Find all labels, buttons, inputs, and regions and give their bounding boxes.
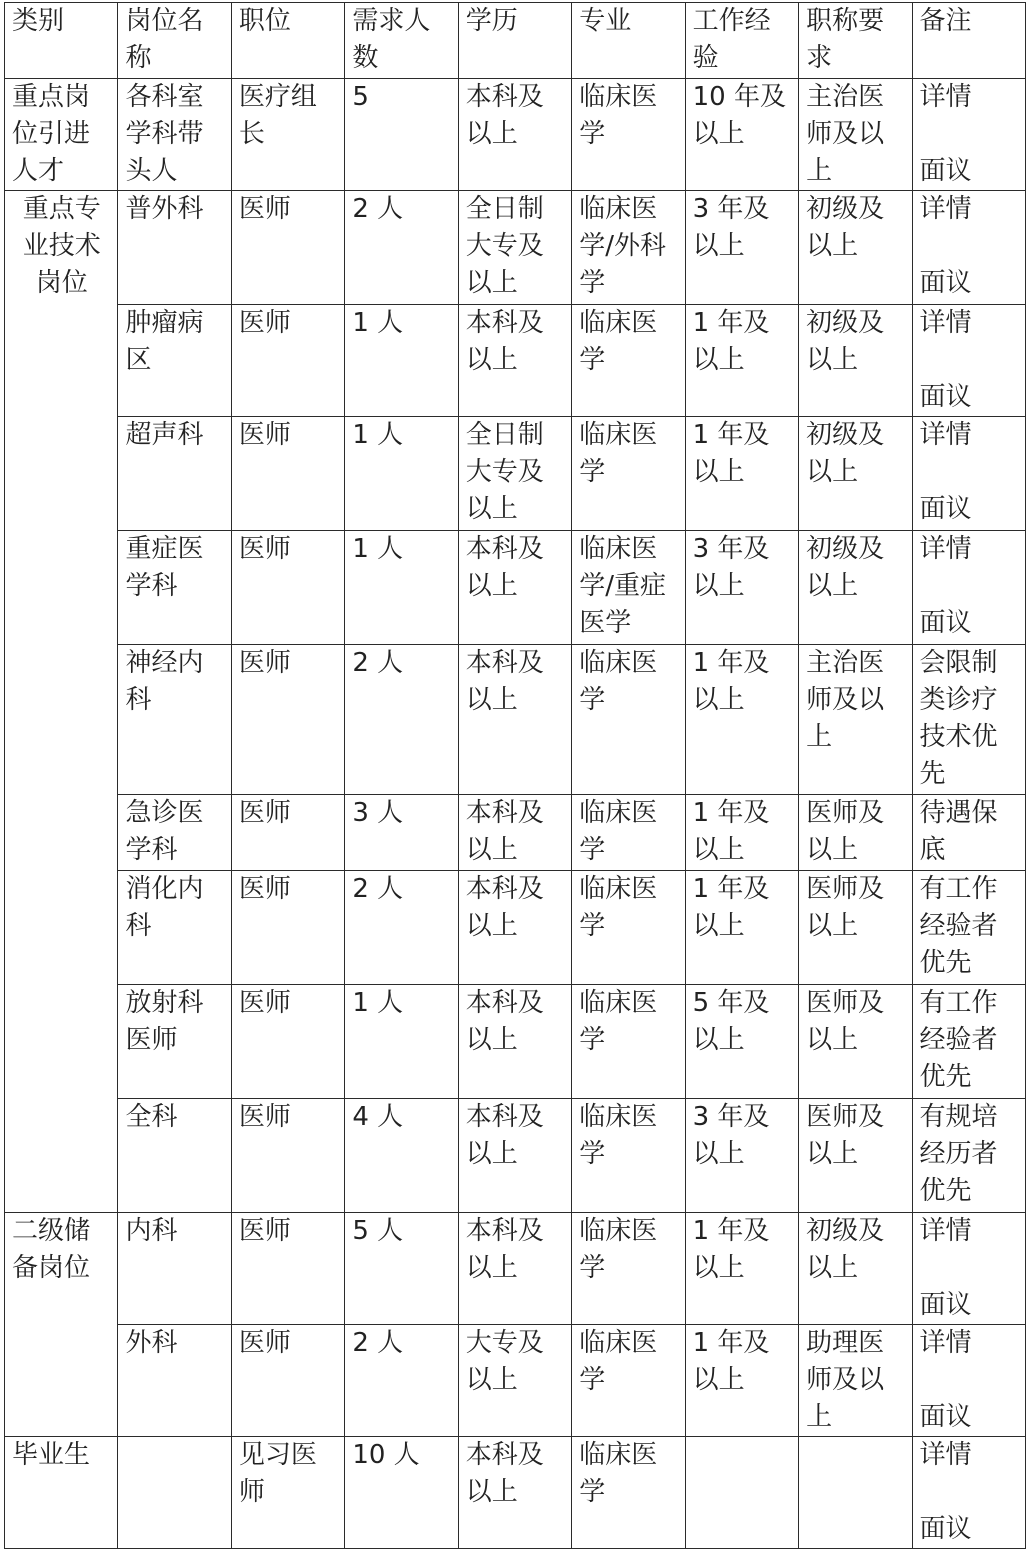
post-cell: 重症医学科 <box>118 531 231 645</box>
note-text-bottom: 面议 <box>919 268 972 298</box>
table-row <box>5 191 1026 305</box>
post-cell <box>118 1437 231 1549</box>
education-cell: 本科及以上 <box>458 1213 571 1325</box>
note-gap <box>920 228 1020 265</box>
experience-cell: 10 年及以上 <box>685 79 798 191</box>
header-cell-post: 岗位名称 <box>118 3 231 79</box>
rank-cell: 主治医师及以上 <box>799 645 912 795</box>
post-cell: 消化内科 <box>118 871 231 985</box>
note-text-top: 详情 <box>919 1216 972 1246</box>
major-cell: 临床医学 <box>572 985 685 1099</box>
rank-cell: 初级及以上 <box>799 305 912 417</box>
rank-cell: 初级及以上 <box>799 531 912 645</box>
title-cell: 见习医师 <box>231 1437 344 1549</box>
major-cell: 临床医学/外科学 <box>572 191 685 305</box>
rank-cell: 医师及以上 <box>799 1099 912 1213</box>
note-gap <box>920 1362 1020 1399</box>
rank-cell: 初级及以上 <box>799 1213 912 1325</box>
table-row <box>5 1437 1026 1549</box>
major-cell: 临床医学 <box>572 417 685 531</box>
note-cell: 有规培经历者优先 <box>912 1099 1026 1213</box>
note-cell <box>912 1437 1026 1549</box>
note-cell <box>912 191 1026 305</box>
rank-cell: 助理医师及以上 <box>799 1325 912 1437</box>
table-row <box>5 79 1026 191</box>
note-text-bottom: 面议 <box>919 608 972 638</box>
category-cell: 重点专业技术岗位 <box>5 191 118 1213</box>
education-cell: 全日制大专及以上 <box>458 417 571 531</box>
major-cell: 临床医学 <box>572 79 685 191</box>
major-cell: 临床医学/重症医学 <box>572 531 685 645</box>
note-text-top: 详情 <box>919 82 972 112</box>
note-text-bottom: 面议 <box>919 1514 972 1544</box>
header-cell-category: 类别 <box>5 3 118 79</box>
post-cell: 全科 <box>118 1099 231 1213</box>
experience-cell: 5 年及以上 <box>685 985 798 1099</box>
header-cell-education: 学历 <box>458 3 571 79</box>
count-cell: 3 人 <box>345 795 458 871</box>
header-cell-experience: 工作经验 <box>685 3 798 79</box>
education-cell: 本科及以上 <box>458 795 571 871</box>
count-cell: 1 人 <box>345 531 458 645</box>
experience-cell: 1 年及以上 <box>685 417 798 531</box>
note-text-top: 详情 <box>919 420 972 450</box>
note-cell <box>912 305 1026 417</box>
title-cell: 医师 <box>231 191 344 305</box>
title-cell: 医师 <box>231 1325 344 1437</box>
recruitment-table <box>4 2 1026 1549</box>
note-text-top: 详情 <box>919 194 972 224</box>
education-cell: 本科及以上 <box>458 871 571 985</box>
experience-cell <box>685 1437 798 1549</box>
note-cell: 有工作经验者优先 <box>912 985 1026 1099</box>
table-row <box>5 1099 1026 1213</box>
experience-cell: 1 年及以上 <box>685 871 798 985</box>
note-text-bottom: 面议 <box>919 382 972 412</box>
rank-cell: 初级及以上 <box>799 417 912 531</box>
table-row <box>5 417 1026 531</box>
rank-cell: 医师及以上 <box>799 985 912 1099</box>
note-text-top: 详情 <box>919 1328 972 1358</box>
count-cell: 1 人 <box>345 417 458 531</box>
header-cell-major: 专业 <box>572 3 685 79</box>
note-gap <box>920 342 1020 379</box>
table-row <box>5 871 1026 985</box>
header-cell-rank: 职称要求 <box>799 3 912 79</box>
title-cell: 医疗组长 <box>231 79 344 191</box>
note-cell: 待遇保底 <box>912 795 1026 871</box>
education-cell: 大专及以上 <box>458 1325 571 1437</box>
note-gap <box>920 568 1020 605</box>
table-row <box>5 531 1026 645</box>
count-cell: 1 人 <box>345 985 458 1099</box>
count-cell: 4 人 <box>345 1099 458 1213</box>
table-row <box>5 985 1026 1099</box>
count-cell: 2 人 <box>345 871 458 985</box>
note-text-top: 详情 <box>919 1440 972 1470</box>
header-cell-title: 职位 <box>231 3 344 79</box>
note-gap <box>920 1250 1020 1287</box>
title-cell: 医师 <box>231 1099 344 1213</box>
post-cell: 急诊医学科 <box>118 795 231 871</box>
education-cell: 全日制大专及以上 <box>458 191 571 305</box>
note-gap <box>920 116 1020 153</box>
table-row <box>5 305 1026 417</box>
major-cell: 临床医学 <box>572 1099 685 1213</box>
header-cell-count: 需求人数 <box>345 3 458 79</box>
education-cell: 本科及以上 <box>458 1099 571 1213</box>
note-text-bottom: 面议 <box>919 494 972 524</box>
category-cell: 重点岗位引进人才 <box>5 79 118 191</box>
education-cell: 本科及以上 <box>458 305 571 417</box>
count-cell: 5 人 <box>345 1213 458 1325</box>
title-cell: 医师 <box>231 305 344 417</box>
header-row <box>5 3 1026 79</box>
count-cell: 2 人 <box>345 191 458 305</box>
rank-cell: 医师及以上 <box>799 795 912 871</box>
post-cell: 外科 <box>118 1325 231 1437</box>
note-gap <box>920 1474 1020 1511</box>
major-cell: 临床医学 <box>572 1325 685 1437</box>
note-cell <box>912 531 1026 645</box>
major-cell: 临床医学 <box>572 1437 685 1549</box>
note-text-bottom: 面议 <box>919 1402 972 1432</box>
count-cell: 2 人 <box>345 1325 458 1437</box>
title-cell: 医师 <box>231 417 344 531</box>
count-cell: 2 人 <box>345 645 458 795</box>
category-cell: 二级储备岗位 <box>5 1213 118 1437</box>
table-row <box>5 1325 1026 1437</box>
post-cell: 普外科 <box>118 191 231 305</box>
table-row <box>5 1213 1026 1325</box>
count-cell: 5 <box>345 79 458 191</box>
post-cell: 神经内科 <box>118 645 231 795</box>
note-cell <box>912 79 1026 191</box>
experience-cell: 1 年及以上 <box>685 795 798 871</box>
post-cell: 超声科 <box>118 417 231 531</box>
note-text-top: 详情 <box>919 308 972 338</box>
count-cell: 1 人 <box>345 305 458 417</box>
title-cell: 医师 <box>231 531 344 645</box>
experience-cell: 1 年及以上 <box>685 305 798 417</box>
post-cell: 肿瘤病区 <box>118 305 231 417</box>
note-cell: 有工作经验者优先 <box>912 871 1026 985</box>
count-cell: 10 人 <box>345 1437 458 1549</box>
experience-cell: 1 年及以上 <box>685 1213 798 1325</box>
education-cell: 本科及以上 <box>458 1437 571 1549</box>
rank-cell: 医师及以上 <box>799 871 912 985</box>
major-cell: 临床医学 <box>572 871 685 985</box>
title-cell: 医师 <box>231 795 344 871</box>
table-row <box>5 645 1026 795</box>
note-text-top: 详情 <box>919 534 972 564</box>
major-cell: 临床医学 <box>572 645 685 795</box>
education-cell: 本科及以上 <box>458 985 571 1099</box>
note-cell <box>912 1213 1026 1325</box>
major-cell: 临床医学 <box>572 1213 685 1325</box>
title-cell: 医师 <box>231 985 344 1099</box>
post-cell: 各科室学科带头人 <box>118 79 231 191</box>
header-cell-note: 备注 <box>912 3 1026 79</box>
rank-cell: 初级及以上 <box>799 191 912 305</box>
note-cell <box>912 417 1026 531</box>
experience-cell: 1 年及以上 <box>685 1325 798 1437</box>
rank-cell <box>799 1437 912 1549</box>
title-cell: 医师 <box>231 645 344 795</box>
education-cell: 本科及以上 <box>458 531 571 645</box>
experience-cell: 3 年及以上 <box>685 1099 798 1213</box>
rank-cell: 主治医师及以上 <box>799 79 912 191</box>
title-cell: 医师 <box>231 871 344 985</box>
category-cell: 毕业生 <box>5 1437 118 1549</box>
note-text-bottom: 面议 <box>919 1290 972 1320</box>
experience-cell: 1 年及以上 <box>685 645 798 795</box>
note-text-bottom: 面议 <box>919 156 972 186</box>
note-cell: 会限制类诊疗技术优先 <box>912 645 1026 795</box>
major-cell: 临床医学 <box>572 305 685 417</box>
experience-cell: 3 年及以上 <box>685 191 798 305</box>
post-cell: 放射科医师 <box>118 985 231 1099</box>
note-gap <box>920 454 1020 491</box>
major-cell: 临床医学 <box>572 795 685 871</box>
experience-cell: 3 年及以上 <box>685 531 798 645</box>
education-cell: 本科及以上 <box>458 645 571 795</box>
table-body <box>5 3 1026 1549</box>
table-row <box>5 795 1026 871</box>
note-cell <box>912 1325 1026 1437</box>
post-cell: 内科 <box>118 1213 231 1325</box>
education-cell: 本科及以上 <box>458 79 571 191</box>
title-cell: 医师 <box>231 1213 344 1325</box>
